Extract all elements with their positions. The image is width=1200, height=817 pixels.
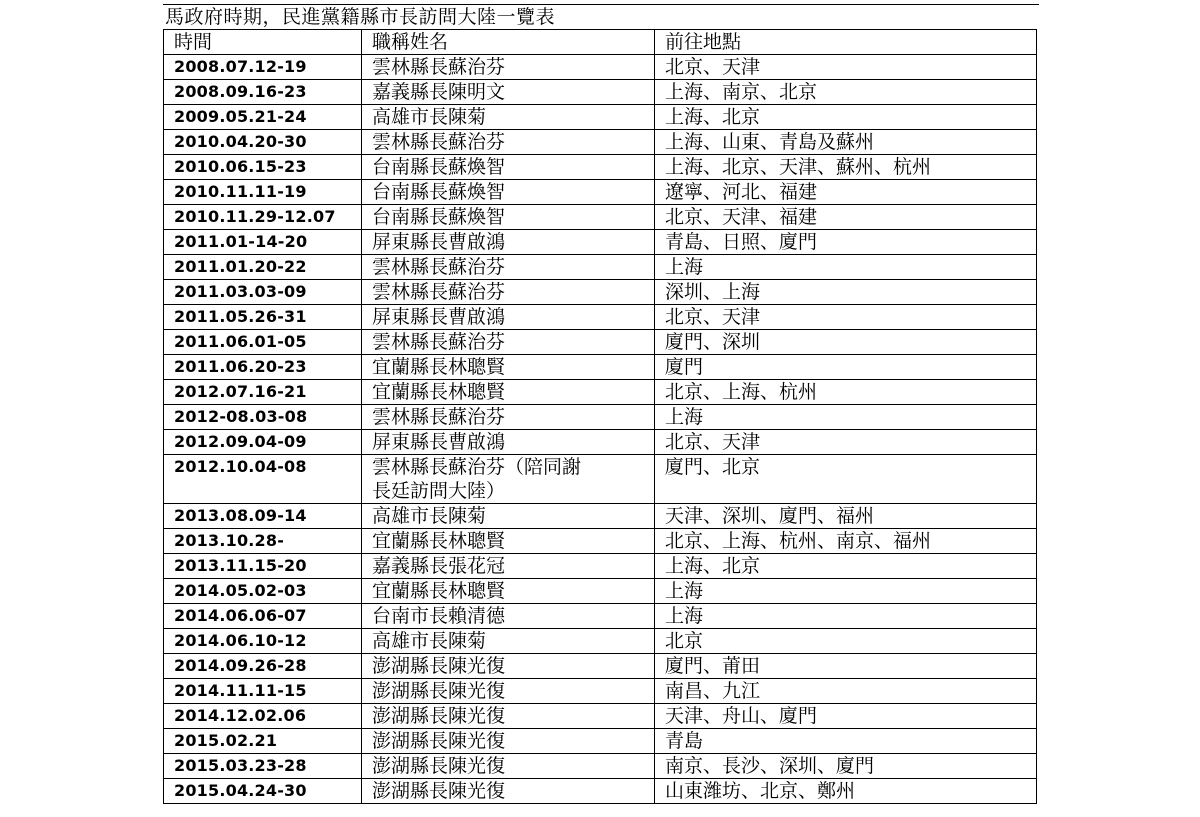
cell-destination: 廈門、北京: [655, 455, 1037, 504]
cell-date: 2011.06.01-05: [164, 330, 362, 355]
cell-date: 2015.04.24-30: [164, 779, 362, 804]
table-row: [164, 679, 1037, 704]
cell-date: 2013.08.09-14: [164, 504, 362, 529]
cell-name: 澎湖縣長陳光復: [362, 654, 655, 679]
cell-name: 屏東縣長曹啟鴻: [362, 305, 655, 330]
cell-destination: 上海、北京、天津、蘇州、杭州: [655, 155, 1037, 180]
table-row: [164, 255, 1037, 280]
cell-date: 2010.11.29-12.07: [164, 205, 362, 230]
table-row: [164, 105, 1037, 130]
cell-date: 2011.01.20-22: [164, 255, 362, 280]
table-row: [164, 529, 1037, 554]
table-row: [164, 180, 1037, 205]
table-row: [164, 629, 1037, 654]
header-name: 職稱姓名: [362, 30, 655, 55]
cell-name: 台南縣長蘇煥智: [362, 205, 655, 230]
cell-date: 2015.03.23-28: [164, 754, 362, 779]
cell-date: 2013.10.28-: [164, 529, 362, 554]
cell-destination: 天津、深圳、廈門、福州: [655, 504, 1037, 529]
cell-date: 2014.11.11-15: [164, 679, 362, 704]
cell-name: 澎湖縣長陳光復: [362, 679, 655, 704]
table-row: [164, 504, 1037, 529]
cell-date: 2008.07.12-19: [164, 55, 362, 80]
cell-name: 雲林縣長蘇治芬: [362, 330, 655, 355]
table-row: [164, 579, 1037, 604]
cell-name: 雲林縣長蘇治芬: [362, 405, 655, 430]
cell-date: 2010.11.11-19: [164, 180, 362, 205]
cell-destination: 上海: [655, 579, 1037, 604]
cell-date: 2011.05.26-31: [164, 305, 362, 330]
table-row: [164, 554, 1037, 579]
table-row: [164, 80, 1037, 105]
cell-destination: 青島、日照、廈門: [655, 230, 1037, 255]
cell-destination: 上海: [655, 255, 1037, 280]
table-row: [164, 355, 1037, 380]
table-row: [164, 430, 1037, 455]
cell-date: 2013.11.15-20: [164, 554, 362, 579]
cell-name: 宜蘭縣長林聰賢: [362, 380, 655, 405]
cell-name: 澎湖縣長陳光復: [362, 704, 655, 729]
cell-destination: 青島: [655, 729, 1037, 754]
cell-name: 嘉義縣長張花冠: [362, 554, 655, 579]
cell-name: 高雄市長陳菊: [362, 504, 655, 529]
cell-name: 宜蘭縣長林聰賢: [362, 529, 655, 554]
table-row: [164, 305, 1037, 330]
cell-destination: 上海、山東、青島及蘇州: [655, 130, 1037, 155]
cell-date: 2012-08.03-08: [164, 405, 362, 430]
cell-date: 2012.10.04-08: [164, 455, 362, 504]
cell-date: 2009.05.21-24: [164, 105, 362, 130]
cell-name: 宜蘭縣長林聰賢: [362, 355, 655, 380]
cell-destination: 北京、天津: [655, 305, 1037, 330]
cell-name: 嘉義縣長陳明文: [362, 80, 655, 105]
table-row: [164, 704, 1037, 729]
cell-date: 2014.12.02.06: [164, 704, 362, 729]
cell-destination: 山東潍坊、北京、鄭州: [655, 779, 1037, 804]
table-row: [164, 729, 1037, 754]
cell-date: 2014.06.06-07: [164, 604, 362, 629]
cell-destination: 深圳、上海: [655, 280, 1037, 305]
cell-destination: 北京: [655, 629, 1037, 654]
cell-date: 2011.06.20-23: [164, 355, 362, 380]
cell-name: 屏東縣長曹啟鴻: [362, 230, 655, 255]
cell-name: 雲林縣長蘇治芬（陪同謝長廷訪問大陸）: [362, 455, 655, 504]
cell-destination: 北京、天津: [655, 55, 1037, 80]
cell-destination: 天津、舟山、廈門: [655, 704, 1037, 729]
cell-destination: 遼寧、河北、福建: [655, 180, 1037, 205]
table-row: [164, 779, 1037, 804]
document: [163, 4, 1039, 804]
cell-destination: 廈門、莆田: [655, 654, 1037, 679]
table-row: [164, 455, 1037, 504]
cell-destination: 北京、天津: [655, 430, 1037, 455]
cell-destination: 北京、上海、杭州、南京、福州: [655, 529, 1037, 554]
cell-date: 2014.06.10-12: [164, 629, 362, 654]
table-row: [164, 330, 1037, 355]
cell-name: 雲林縣長蘇治芬: [362, 255, 655, 280]
header-row: [164, 30, 1037, 55]
cell-date: 2011.01-14-20: [164, 230, 362, 255]
cell-name: 屏東縣長曹啟鴻: [362, 430, 655, 455]
cell-name: 台南縣長蘇煥智: [362, 180, 655, 205]
table-row: [164, 604, 1037, 629]
cell-name: 宜蘭縣長林聰賢: [362, 579, 655, 604]
table-row: [164, 405, 1037, 430]
header-time: 時間: [164, 30, 362, 55]
cell-name: 雲林縣長蘇治芬: [362, 130, 655, 155]
table-row: [164, 155, 1037, 180]
table-row: [164, 230, 1037, 255]
cell-name: 高雄市長陳菊: [362, 629, 655, 654]
cell-name: 高雄市長陳菊: [362, 105, 655, 130]
table-row: [164, 205, 1037, 230]
cell-date: 2008.09.16-23: [164, 80, 362, 105]
cell-destination: 上海、北京: [655, 105, 1037, 130]
table-title: 馬政府時期，民進黨籍縣市長訪問大陸一覽表: [165, 6, 556, 28]
cell-date: 2014.05.02-03: [164, 579, 362, 604]
cell-date: 2014.09.26-28: [164, 654, 362, 679]
cell-destination: 上海: [655, 604, 1037, 629]
cell-destination: 上海、北京: [655, 554, 1037, 579]
cell-name: 澎湖縣長陳光復: [362, 729, 655, 754]
cell-date: 2010.04.20-30: [164, 130, 362, 155]
cell-destination: 上海: [655, 405, 1037, 430]
cell-destination: 廈門: [655, 355, 1037, 380]
cell-destination: 北京、天津、福建: [655, 205, 1037, 230]
cell-destination: 北京、上海、杭州: [655, 380, 1037, 405]
cell-date: 2012.09.04-09: [164, 430, 362, 455]
table-row: [164, 654, 1037, 679]
cell-name: 雲林縣長蘇治芬: [362, 280, 655, 305]
cell-destination: 南昌、九江: [655, 679, 1037, 704]
table-row: [164, 754, 1037, 779]
cell-name: 台南市長賴清德: [362, 604, 655, 629]
cell-destination: 上海、南京、北京: [655, 80, 1037, 105]
cell-date: 2015.02.21: [164, 729, 362, 754]
table-row: [164, 130, 1037, 155]
cell-destination: 廈門、深圳: [655, 330, 1037, 355]
cell-name: 台南縣長蘇煥智: [362, 155, 655, 180]
cell-date: 2010.06.15-23: [164, 155, 362, 180]
header-destination: 前往地點: [655, 30, 1037, 55]
table-row: [164, 280, 1037, 305]
table-row: [164, 55, 1037, 80]
visits-table: [163, 29, 1037, 804]
cell-destination: 南京、長沙、深圳、廈門: [655, 754, 1037, 779]
cell-date: 2012.07.16-21: [164, 380, 362, 405]
cell-date: 2011.03.03-09: [164, 280, 362, 305]
cell-name: 雲林縣長蘇治芬: [362, 55, 655, 80]
table-row: [164, 380, 1037, 405]
cell-name: 澎湖縣長陳光復: [362, 754, 655, 779]
cell-name: 澎湖縣長陳光復: [362, 779, 655, 804]
